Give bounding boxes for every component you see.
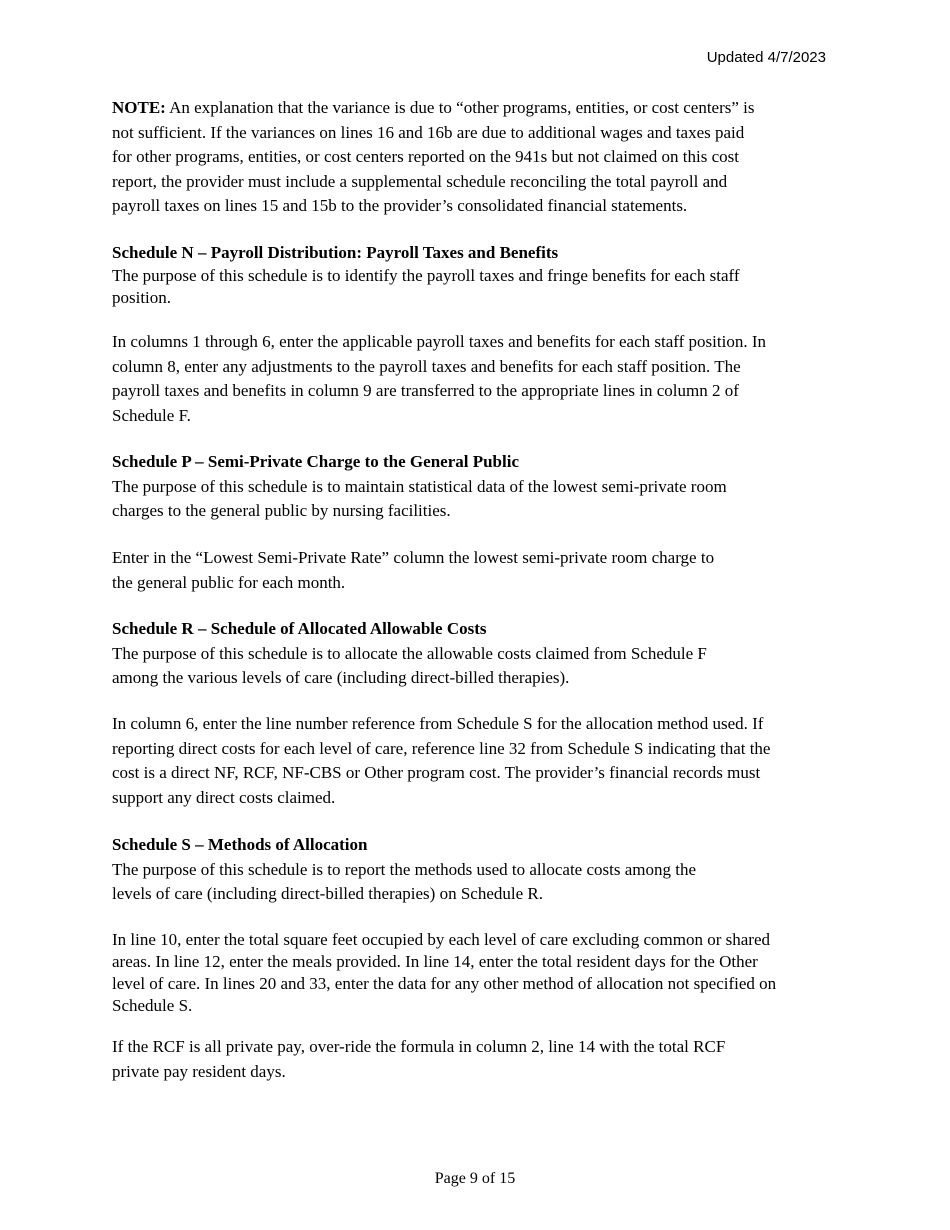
schedule-r-purpose-line: among the various levels of care (including direct-billed therapies). [112,668,570,687]
schedule-s-rcf-line: private pay resident days. [112,1061,286,1081]
schedule-n-detail-line: payroll taxes and benefits in column 9 are transferred to the appropriate lines in column 2 of [112,381,739,400]
schedule-r-purpose-line: The purpose of this schedule is to allocate the allowable costs claimed from Schedule F [112,643,707,663]
schedule-s-rcf-line: If the RCF is all private pay, over-ride the formula in column 2, line 14 with the total RCF [112,1037,726,1056]
schedule-r-detail-line: reporting direct costs for each level of care, reference line 32 from Schedule S indicating that the [112,738,771,758]
schedule-p-section [112,450,847,524]
schedule-r-detail [112,712,847,810]
schedule-p-heading: Schedule P – Semi-Private Charge to the General Public [112,452,519,471]
page-number: Page 9 of 15 [434,1170,516,1187]
schedule-s-detail-line: level of care. In lines 20 and 33, enter the data for any other method of allocation not specified on [112,974,777,993]
schedule-s-purpose-line: The purpose of this schedule is to report the methods used to allocate costs among the [112,859,697,879]
note-line: for other programs, entities, or cost centers reported on the 941s but not claimed on this cost [112,147,739,166]
schedule-n-purpose-line: The purpose of this schedule is to identify the payroll taxes and fringe benefits for each staff [112,265,740,285]
schedule-s-detail-line: Schedule S. [112,996,193,1015]
note-paragraph [112,96,847,219]
schedule-r-detail-line: cost is a direct NF, RCF, NF-CBS or Other program cost. The provider’s financial records must [112,763,761,782]
schedule-p-detail [112,546,847,595]
schedule-r-heading: Schedule R – Schedule of Allocated Allowable Costs [112,619,487,638]
schedule-p-detail-line: the general public for each month. [112,572,346,592]
schedule-n-heading: Schedule N – Payroll Distribution: Payroll Taxes and Benefits [112,243,559,262]
note-line: An explanation that the variance is due to “other programs, entities, or cost centers” is [165,98,755,117]
schedule-s-section [112,833,847,907]
note-line: not sufficient. If the variances on lines 16 and 16b are due to additional wages and taxes paid [112,122,745,142]
schedule-s-detail-line: areas. In line 12, enter the meals provided. In line 14, enter the total resident days for the Other [112,952,758,971]
note-line: report, the provider must include a supplemental schedule reconciling the total payroll and [112,171,728,191]
schedule-p-purpose-line: charges to the general public by nursing facilities. [112,501,451,520]
schedule-p-detail-line: Enter in the “Lowest Semi-Private Rate” column the lowest semi-private room charge to [112,548,715,567]
schedule-n-section [112,242,847,310]
schedule-n-detail-line: In columns 1 through 6, enter the applicable payroll taxes and benefits for each staff position. In [112,332,766,351]
schedule-n-detail [112,330,847,428]
schedule-s-detail-line: In line 10, enter the total square feet occupied by each level of care excluding common or shared [112,930,771,949]
schedule-n-purpose-line: position. [112,288,172,307]
schedule-s-heading: Schedule S – Methods of Allocation [112,835,368,854]
schedule-s-purpose-line: levels of care (including direct-billed therapies) on Schedule R. [112,884,543,903]
schedule-n-detail-line: Schedule F. [112,405,191,425]
schedule-r-detail-line: In column 6, enter the line number reference from Schedule S for the allocation method used. If [112,714,764,733]
schedule-r-detail-line: support any direct costs claimed. [112,787,336,807]
schedule-s-rcf-note [112,1035,847,1084]
schedule-p-purpose-line: The purpose of this schedule is to maintain statistical data of the lowest semi-private room [112,476,727,496]
schedule-s-detail [112,929,847,1017]
note-label: NOTE: [112,98,166,117]
note-line: payroll taxes on lines 15 and 15b to the provider’s consolidated financial statements. [112,196,688,215]
updated-date: Updated 4/7/2023 [706,49,826,66]
schedule-n-detail-line: column 8, enter any adjustments to the payroll taxes and benefits for each staff position. The [112,356,741,376]
schedule-r-section [112,617,847,691]
